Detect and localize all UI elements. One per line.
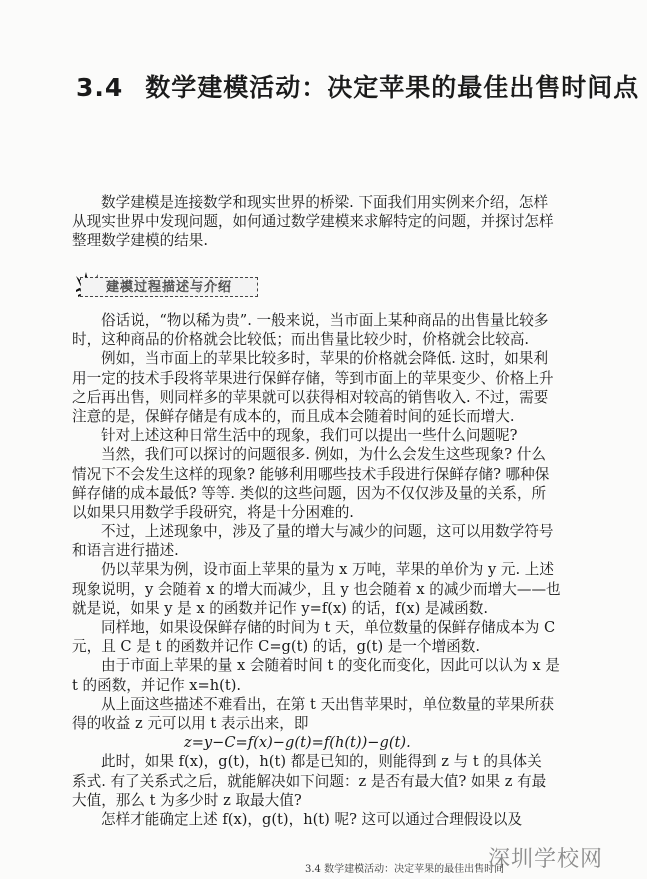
text-line: 从上面这些描述不难看出，在第 t 天出售苹果时，单位数量的苹果所获 xyxy=(101,695,554,713)
section-badge-label: 建模过程描述与介绍 xyxy=(80,277,258,297)
text-line: 以如果只用数学手段研究，将是十分困难的. xyxy=(72,503,354,521)
text-line: 数学建模是连接数学和现实世界的桥梁. 下面我们用实例来介绍，怎样 xyxy=(101,194,549,211)
watermark: 深圳学校网 xyxy=(488,847,604,872)
text-line: 情况下不会发生这样的现象? 能够利用哪些技术手段进行保鲜存储? 哪种保 xyxy=(72,465,550,483)
text-line: 之后再出售，则同样多的苹果就可以获得相对较高的销售收入. 不过，需要 xyxy=(72,388,549,406)
section-title: 数学建模活动：决定苹果的最佳出售时间点 xyxy=(145,73,640,102)
text-line: 元，且 C 是 t 的函数并记作 C=g(t) 的话，g(t) 是一个增函数. xyxy=(72,638,481,656)
text-line: 得的收益 z 元可以用 t 表示出来，即 xyxy=(72,714,309,732)
text-line: 不过，上述现象中，涉及了量的增大与减少的问题，这可以用数学符号 xyxy=(101,523,554,541)
text-line: 时，这种商品的价格就会比较低；而出售量比较少时，价格就会比较高. xyxy=(72,331,530,349)
text-line: 俗话说，“物以稀为贵”. 一般来说，当市面上某种商品的出售量比较多 xyxy=(101,312,549,329)
text-line: t 的函数，并记作 x=h(t). xyxy=(72,676,242,694)
text-line: 注意的是，保鲜存储是有成本的，而且成本会随着时间的延长而增大. xyxy=(72,407,515,425)
body-text xyxy=(72,311,561,829)
page-title xyxy=(76,68,639,104)
text-line: 由于市面上苹果的量 x 会随着时间 t 的变化而变化，因此可以认为 x 是 xyxy=(101,657,560,675)
text-line: 针对上述这种日常生活中的现象，我们可以提出一些什么问题呢? xyxy=(101,427,518,445)
text-line: 系式. 有了关系式之后，就能解决如下问题：z 是否有最大值? 如果 z 有最 xyxy=(72,772,547,790)
text-line: 例如，当市面上的苹果比较多时，苹果的价格就会降低. 这时，如果利 xyxy=(101,350,549,368)
text-line: 从现实世界中发现问题，如何通过数学建模来求解特定的问题，并探讨怎样 xyxy=(72,213,554,231)
text-line: 此时，如果 f(x)，g(t)，h(t) 都是已知的，则能得到 z 与 t 的具体关 xyxy=(101,753,542,771)
running-footer: 3.4 数学建模活动：决定苹果的最佳出售时间 xyxy=(305,864,505,875)
formula: z=y−C=f(x)−g(t)=f(h(t))−g(t). xyxy=(184,734,411,752)
text-line: 同样地，如果设保鲜存储的时间为 t 天，单位数量的保鲜存储成本为 C xyxy=(101,619,556,636)
text-line: 仍以苹果为例，设市面上苹果的量为 x 万吨，苹果的单价为 y 元. 上述 xyxy=(101,561,554,579)
text-line: 怎样才能确定上述 f(x)，g(t)，h(t) 呢? 这可以通过合理假设以及 xyxy=(101,810,523,828)
text-line: 就是说，如果 y 是 x 的函数并记作 y=f(x) 的话，f(x) 是减函数. xyxy=(72,599,488,617)
text-line: 和语言进行描述. xyxy=(72,542,179,560)
text-line: 现象说明，y 会随着 x 的增大而减少，且 y 也会随着 x 的减少而增大——也 xyxy=(72,580,561,598)
text-line: 大值，那么 t 为多少时 z 取最大值? xyxy=(72,791,302,809)
intro-text xyxy=(72,193,554,251)
text-line: 鲜存储的成本最低? 等等. 类似的这些问题，因为不仅仅涉及量的关系，所 xyxy=(72,484,547,502)
text-line: 当然，我们可以探讨的问题很多. 例如，为什么会发生这些现象? 什么 xyxy=(101,446,546,464)
text-line: 用一定的技术手段将苹果进行保鲜存储，等到市面上的苹果变少、价格上升 xyxy=(72,369,554,387)
text-line: 整理数学建模的结果. xyxy=(72,232,208,250)
section-number: 3.4 xyxy=(76,73,124,102)
